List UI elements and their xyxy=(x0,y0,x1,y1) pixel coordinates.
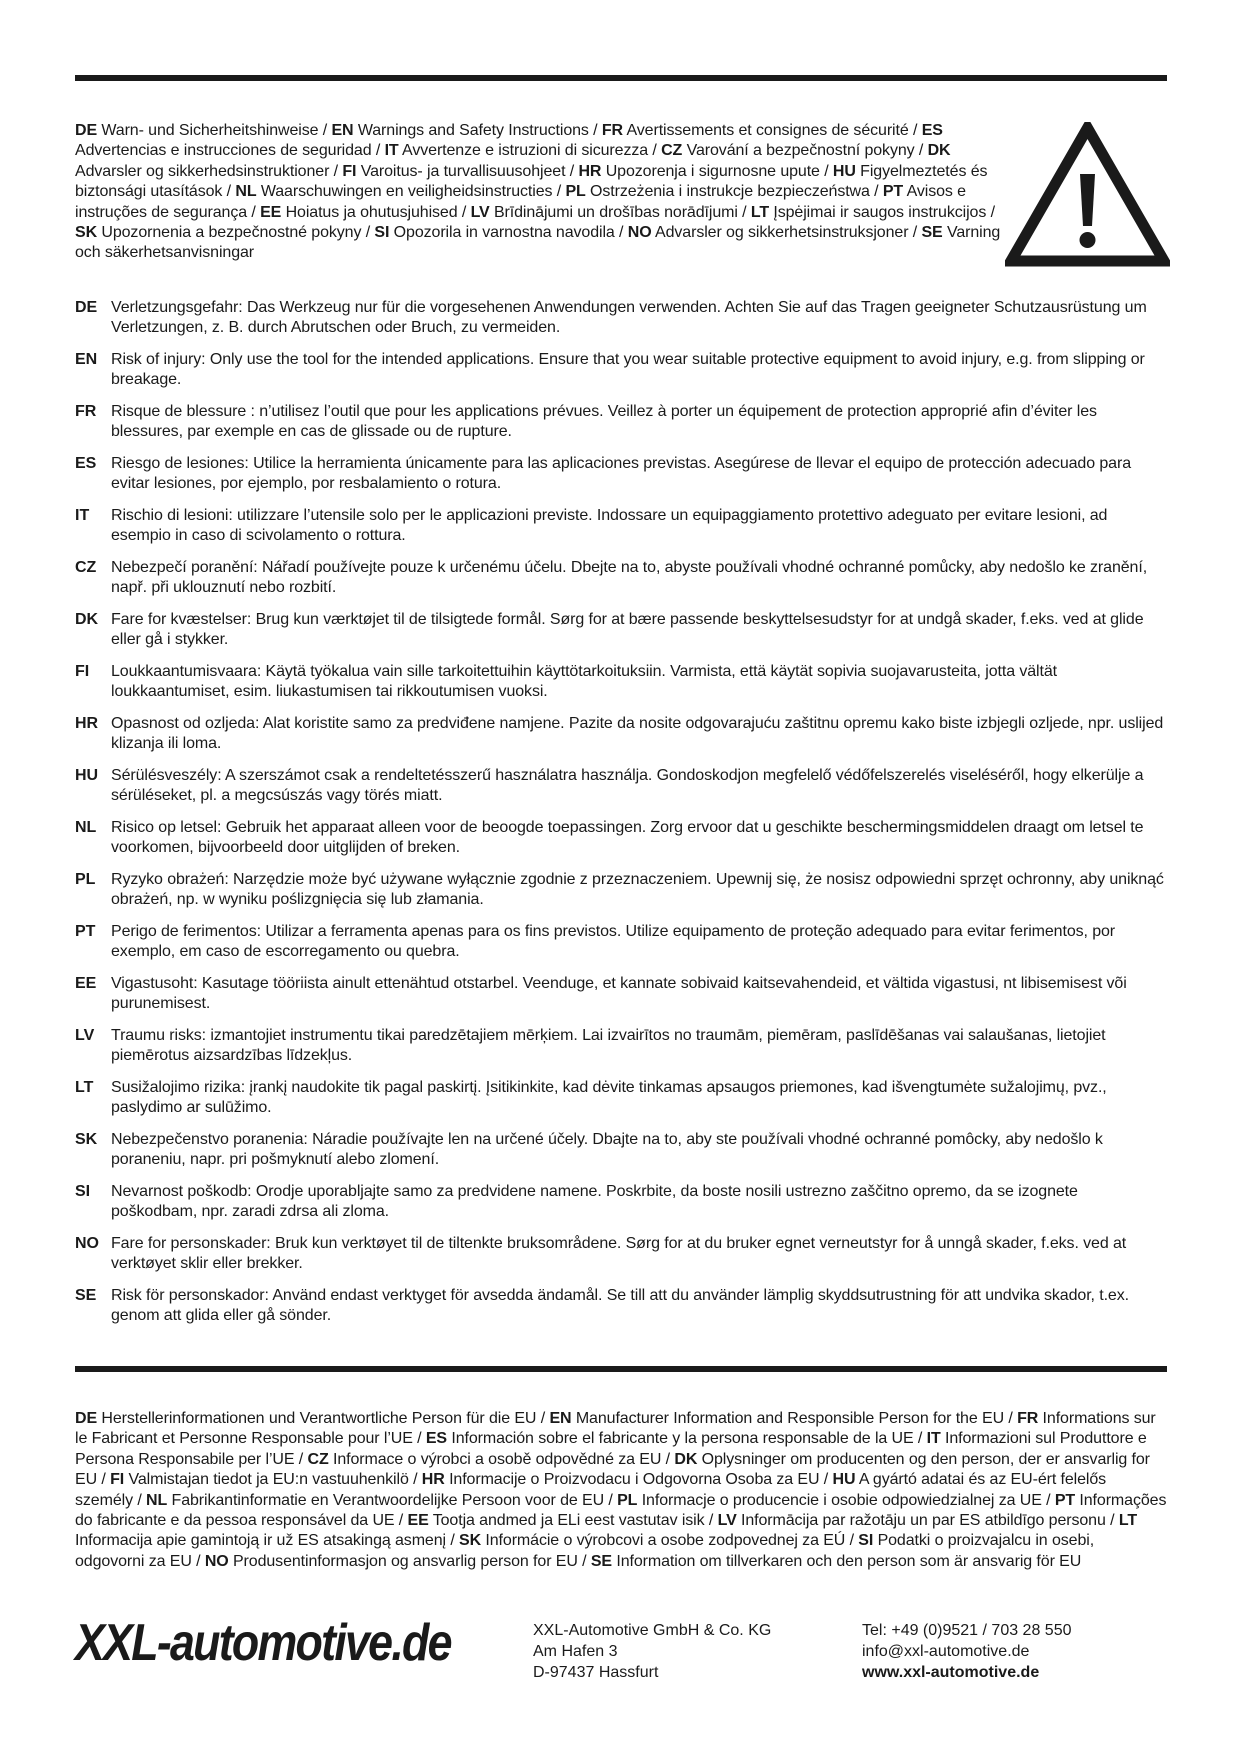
title-segment: Fabrikantinformatie en Verantwoordelijke Persoon voor de EU / xyxy=(167,1491,618,1509)
title-segment: Varování a bezpečnostní pokyny / xyxy=(682,142,928,160)
warning-item xyxy=(75,974,1167,1026)
title-segment: Informacije o Proizvodacu i Odgovorna Osoba za EU / xyxy=(444,1471,833,1489)
safety-title xyxy=(75,121,1005,264)
title-segment: Ostrzeżenia i instrukcje bezpieczeństwa / xyxy=(585,183,883,201)
language-code: PT xyxy=(1054,1491,1076,1509)
warning-text: Opasnost od ozljeda: Alat koristite samo za predviđene namjene. Pazite da nosite odgovarajuću zaštitnu opremu kako biste izbjegli ozljede, npr. uslijed klizanja ili loma. xyxy=(111,715,1164,753)
language-code: SK xyxy=(75,224,98,242)
address-company: XXL-Automotive GmbH & Co. KG xyxy=(533,1622,772,1639)
warning-language-code: EN xyxy=(75,351,98,368)
warning-item xyxy=(75,1026,1167,1078)
language-code: NO xyxy=(204,1552,229,1570)
language-code: HU xyxy=(832,1471,856,1489)
title-segment: Varoitus- ja turvallisuusohjeet / xyxy=(356,162,579,180)
title-segment: Informations sur le Fabricant et Personne Responsable pour l’UE / xyxy=(75,1410,1156,1448)
warning-item xyxy=(75,1078,1167,1130)
language-code: FI xyxy=(110,1471,125,1489)
title-segment: A gyártó adatai és az EU-ért felelős személy / xyxy=(75,1471,1107,1509)
language-code: PT xyxy=(882,183,904,201)
title-segment: Advarsler og sikkerhedsinstruktioner / xyxy=(75,162,343,180)
warning-item xyxy=(75,662,1167,714)
warning-text: Ryzyko obrażeń: Narzędzie może być używane wyłącznie zgodnie z przeznaczeniem. Upewnij się, że nosisz odpowiedni sprzęt ochronny, aby uniknąć obrażeń, np. w wyniku poślizgnięcia się lub złamania. xyxy=(111,871,1164,909)
title-segment: Produsentinformasjon og ansvarlig person for EU / xyxy=(228,1552,591,1570)
title-segment: Oplysninger om producenten og den person, der er ansvarlig for EU / xyxy=(75,1450,1150,1489)
title-segment: Herstellerinformationen und Verantwortliche Person für die EU / xyxy=(97,1410,550,1427)
language-code: FR xyxy=(1017,1410,1039,1427)
warning-text: Vigastusoht: Kasutage tööriista ainult ettenähtud otstarbel. Veenduge, et kannate sobivaid kaitsevahendeid, et vältida vigastusi, nt libisemisest või purunemisest. xyxy=(111,975,1127,1013)
warning-item xyxy=(75,558,1167,610)
warning-language-code: NO xyxy=(75,1235,99,1252)
warning-language-code: CZ xyxy=(75,559,97,576)
language-code: LV xyxy=(470,203,490,221)
warning-language-code: ES xyxy=(75,455,97,472)
warning-language-code: LT xyxy=(75,1079,94,1096)
title-segment: Informācija par ražotāju un par ES atbildīgo personu / xyxy=(736,1512,1119,1530)
title-segment: Informações do fabricante e da pessoa responsável da UE / xyxy=(75,1491,1167,1530)
title-segment: Advertencias e instrucciones de seguridad / xyxy=(75,142,385,160)
warning-language-code: LV xyxy=(75,1027,95,1044)
address-city: D-97437 Hassfurt xyxy=(533,1664,659,1681)
contact-email: info@xxl-automotive.de xyxy=(862,1643,1030,1660)
warning-language-code: NL xyxy=(75,819,97,836)
title-segment: Brīdinājumi un drošības norādījumi / xyxy=(489,203,751,221)
title-segment: Information om tillverkaren och den person som är ansvarig för EU xyxy=(612,1552,1082,1570)
manufacturer-contact xyxy=(862,1620,1162,1683)
warning-language-code: SK xyxy=(75,1131,98,1148)
title-segment: Warn- und Sicherheitshinweise / xyxy=(97,122,332,139)
warning-item xyxy=(75,506,1167,558)
warning-text: Nevarnost poškodb: Orodje uporabljajte samo za predvidene namene. Poskrbite, da boste nosili ustrezno zaščitno opremo, da se izognete poškodbam, npr. zaradi zdrsa ali zloma. xyxy=(111,1183,1078,1221)
warning-language-code: EE xyxy=(75,975,97,992)
title-segment: Avisos e instruções de segurança / xyxy=(75,183,966,221)
language-code: HR xyxy=(578,162,602,180)
language-code: SE xyxy=(590,1552,612,1570)
language-code: PL xyxy=(617,1491,638,1509)
language-code: CZ xyxy=(307,1450,329,1468)
warning-item xyxy=(75,610,1167,662)
title-segment: Figyelmeztetés és biztonsági utasítások / xyxy=(75,162,988,201)
warning-text: Verletzungsgefahr: Das Werkzeug nur für die vorgesehenen Anwendungen verwenden. Achten Sie auf das Tragen geeigneter Schutzausrüstung um Verletzungen, z. B. durch Abrutschen oder Bruch, zu vermeiden. xyxy=(111,299,1147,337)
warning-text: Perigo de ferimentos: Utilizar a ferramenta apenas para os fins previstos. Utilize equipamento de proteção adequado para evitar ferimentos, por exemplo, em caso de escorregamento ou quebra. xyxy=(111,923,1116,961)
warning-language-code: SE xyxy=(75,1287,97,1304)
contact-website[interactable]: www.xxl-automotive.de xyxy=(862,1664,1040,1681)
warning-text: Fare for personskader: Bruk kun verktøyet til de tiltenkte bruksområdene. Sørg for at du bruker egnet verneutstyr for å unngå skader, f.eks. ved at verktøyet sklir eller brekker. xyxy=(111,1235,1127,1273)
title-segment: Avertissements et consignes de sécurité / xyxy=(623,122,922,139)
warning-text: Risk of injury: Only use the tool for the intended applications. Ensure that you wear suitable protective equipment to avoid injury, e.g. from slipping or breakage. xyxy=(111,351,1145,389)
language-code: LT xyxy=(750,203,770,221)
language-code: NO xyxy=(627,224,652,242)
language-code: ES xyxy=(425,1430,448,1448)
language-code: EN xyxy=(549,1410,572,1427)
warning-text: Risico op letsel: Gebruik het apparaat alleen voor de beoogde toepassingen. Zorg ervoor dat u geschikte beschermingsmiddelen draagt om letsel te voorkomen, bijvoorbeeld door uitglijden of breken. xyxy=(111,819,1144,857)
language-code: FR xyxy=(601,122,624,139)
warning-language-code: FI xyxy=(75,663,90,680)
title-segment: Tootja andmed ja ELi eest vastutav isik / xyxy=(428,1512,718,1530)
language-code: SI xyxy=(858,1532,874,1550)
language-code: SK xyxy=(459,1532,482,1550)
title-segment: Upozornenia a bezpečnostné pokyny / xyxy=(97,224,375,242)
warning-language-code: PL xyxy=(75,871,96,888)
address-street: Am Hafen 3 xyxy=(533,1643,618,1660)
warning-text: Risque de blessure : n’utilisez l’outil que pour les applications prévues. Veillez à porter un équipement de protection approprié afin d’éviter les blessures, par exemple en cas de glissade ou de rupture. xyxy=(111,403,1097,441)
title-segment: Waarschuwingen en veiligheidsinstructies / xyxy=(256,183,566,201)
warning-item xyxy=(75,714,1167,766)
title-segment: Informácie o výrobcovi a osobe zodpovednej za EÚ / xyxy=(481,1532,859,1550)
language-code: HR xyxy=(421,1471,445,1489)
top-divider xyxy=(75,75,1167,81)
warning-item xyxy=(75,870,1167,922)
title-segment: Opozorila in varnostna navodila / xyxy=(389,224,628,242)
language-code: FI xyxy=(342,162,357,180)
warning-language-code: PT xyxy=(75,923,96,940)
warning-language-code: DE xyxy=(75,299,98,316)
warning-item xyxy=(75,1130,1167,1182)
language-code: ES xyxy=(921,122,943,139)
language-code: DK xyxy=(674,1450,698,1468)
title-segment: Valmistajan tiedot ja EU:n vastuuhenkilö / xyxy=(124,1471,422,1489)
warning-item xyxy=(75,1234,1167,1286)
warnings-list xyxy=(75,298,1167,1338)
language-code: DE xyxy=(75,1410,98,1427)
language-code: HU xyxy=(832,162,856,180)
warning-language-code: DK xyxy=(75,611,99,628)
warning-item xyxy=(75,454,1167,506)
title-segment: Avvertenze e istruzioni di sicurezza / xyxy=(398,142,662,160)
title-segment: Upozorenja i sigurnosne upute / xyxy=(601,162,833,180)
title-segment: Informacija apie gamintoją ir už ES atsakingą asmenį / xyxy=(75,1532,460,1550)
language-code: EE xyxy=(260,203,282,221)
warning-item xyxy=(75,298,1167,350)
title-segment: Hoiatus ja ohutusjuhised / xyxy=(281,203,471,221)
language-code: IT xyxy=(926,1430,941,1448)
language-code: SI xyxy=(374,224,390,242)
brand-logo: XXL-automotive.de xyxy=(75,1614,451,1672)
language-code: CZ xyxy=(661,142,683,160)
manufacturer-title xyxy=(75,1409,1167,1572)
manufacturer-address xyxy=(533,1620,813,1683)
warning-item xyxy=(75,766,1167,818)
language-code: IT xyxy=(384,142,399,160)
warning-text: Susižalojimo rizika: įrankį naudokite tik pagal paskirtį. Įsitikinkite, kad dėvite tinkamas apsaugos priemones, kad išvengtumėte sužalojimų, pvz., paslydimo ar sulūžimo. xyxy=(111,1079,1107,1117)
language-code: LT xyxy=(1118,1512,1137,1530)
warning-item xyxy=(75,1182,1167,1234)
language-code: SE xyxy=(921,224,943,242)
warning-text: Nebezpečí poranění: Nářadí používejte pouze k určenému účelu. Dbejte na to, abyste používali vhodné ochranné pomůcky, aby nedošlo ke zranění, např. při uklouznutí nebo rozbití. xyxy=(111,559,1148,597)
language-code: LV xyxy=(717,1512,737,1530)
warning-triangle-icon xyxy=(1005,122,1170,267)
warning-item xyxy=(75,350,1167,402)
title-segment: Informacje o producencie i osobie odpowiedzialnej za UE / xyxy=(637,1491,1055,1509)
language-code: EE xyxy=(407,1512,429,1530)
title-segment: Advarsler og sikkerhetsinstruksjoner / xyxy=(651,224,922,242)
warning-item xyxy=(75,402,1167,454)
warning-text: Loukkaantumisvaara: Käytä työkalua vain sille tarkoitettuihin käyttötarkoituksiin. Varmista, että käytät sopivia suojavarusteita, jotta vältät loukkaantumiset, esim. liukastumisen tai rikkoutumisen vuoksi. xyxy=(111,663,1057,701)
language-code: PL xyxy=(565,183,586,201)
warning-language-code: SI xyxy=(75,1183,91,1200)
title-segment: Información sobre el fabricante y la persona responsable de la UE / xyxy=(447,1430,927,1448)
title-segment: Podatki o proizvajalcu in osebi, odgovorni za EU / xyxy=(75,1532,1095,1570)
warning-text: Fare for kvæstelser: Brug kun værktøjet til de tilsigtede formål. Sørg for at bære passende beskyttelsesudstyr for at undgå skader, f.eks. ved at glide eller gå i stykker. xyxy=(111,611,1144,649)
warning-text: Traumu risks: izmantojiet instrumentu tikai paredzētajiem mērķiem. Lai izvairītos no traumām, piemēram, paslīdēšanas vai salaušanas, lietojiet piemērotus aizsardzības līdzekļus. xyxy=(111,1027,1106,1065)
title-segment: Warnings and Safety Instructions / xyxy=(353,122,602,139)
language-code: NL xyxy=(146,1491,168,1509)
language-code: EN xyxy=(331,122,354,139)
title-segment: Informazioni sul Produttore e Persona Responsabile per l’UE / xyxy=(75,1430,1147,1468)
warning-language-code: IT xyxy=(75,507,90,524)
warning-item xyxy=(75,922,1167,974)
warning-language-code: HU xyxy=(75,767,99,784)
warning-language-code: FR xyxy=(75,403,97,420)
title-segment: Įspėjimai ir saugos instrukcijos / xyxy=(769,203,995,221)
title-segment: Varning och säkerhetsanvisningar xyxy=(75,224,1001,262)
warning-text: Nebezpečenstvo poranenia: Náradie používajte len na určené účely. Dbajte na to, aby ste používali vhodné ochranné pomôcky, aby nedošlo k poraneniu, napr. pri pošmyknutí alebo zlomení. xyxy=(111,1131,1103,1169)
title-segment: Manufacturer Information and Responsible Person for the EU / xyxy=(571,1410,1018,1427)
contact-phone: Tel: +49 (0)9521 / 703 28 550 xyxy=(862,1622,1072,1639)
title-segment: Informace o výrobci a osobě odpovědné za EU / xyxy=(328,1450,675,1468)
language-code: NL xyxy=(235,183,257,201)
warning-item xyxy=(75,818,1167,870)
language-code: DE xyxy=(75,122,98,139)
language-code: DK xyxy=(927,142,951,160)
warning-text: Riesgo de lesiones: Utilice la herramienta únicamente para las aplicaciones previstas. Asegúrese de llevar el equipo de protección adecuado para evitar lesiones, por ejemplo, por resbalamiento o rotura. xyxy=(111,455,1131,493)
warning-item xyxy=(75,1286,1167,1338)
section-divider xyxy=(75,1366,1167,1372)
warning-language-code: HR xyxy=(75,715,99,732)
warning-text: Risk för personskador: Använd endast verktyget för avsedda ändamål. Se till att du använder lämplig skyddsutrustning för att undvika skador, t.ex. genom att glida eller gå sönder. xyxy=(111,1287,1129,1325)
warning-text: Sérülésveszély: A szerszámot csak a rendeltetésszerű használatra használja. Gondoskodjon megfelelő védőfelszerelés viseléséről, hogy elkerülje a sérüléseket, pl. a megcsúszás vagy törés miatt. xyxy=(111,767,1144,805)
warning-text: Rischio di lesioni: utilizzare l’utensile solo per le applicazioni previste. Indossare un equipaggiamento protettivo adeguato per evitare lesioni, ad esempio in caso di scivolamento o rottura. xyxy=(111,507,1108,545)
